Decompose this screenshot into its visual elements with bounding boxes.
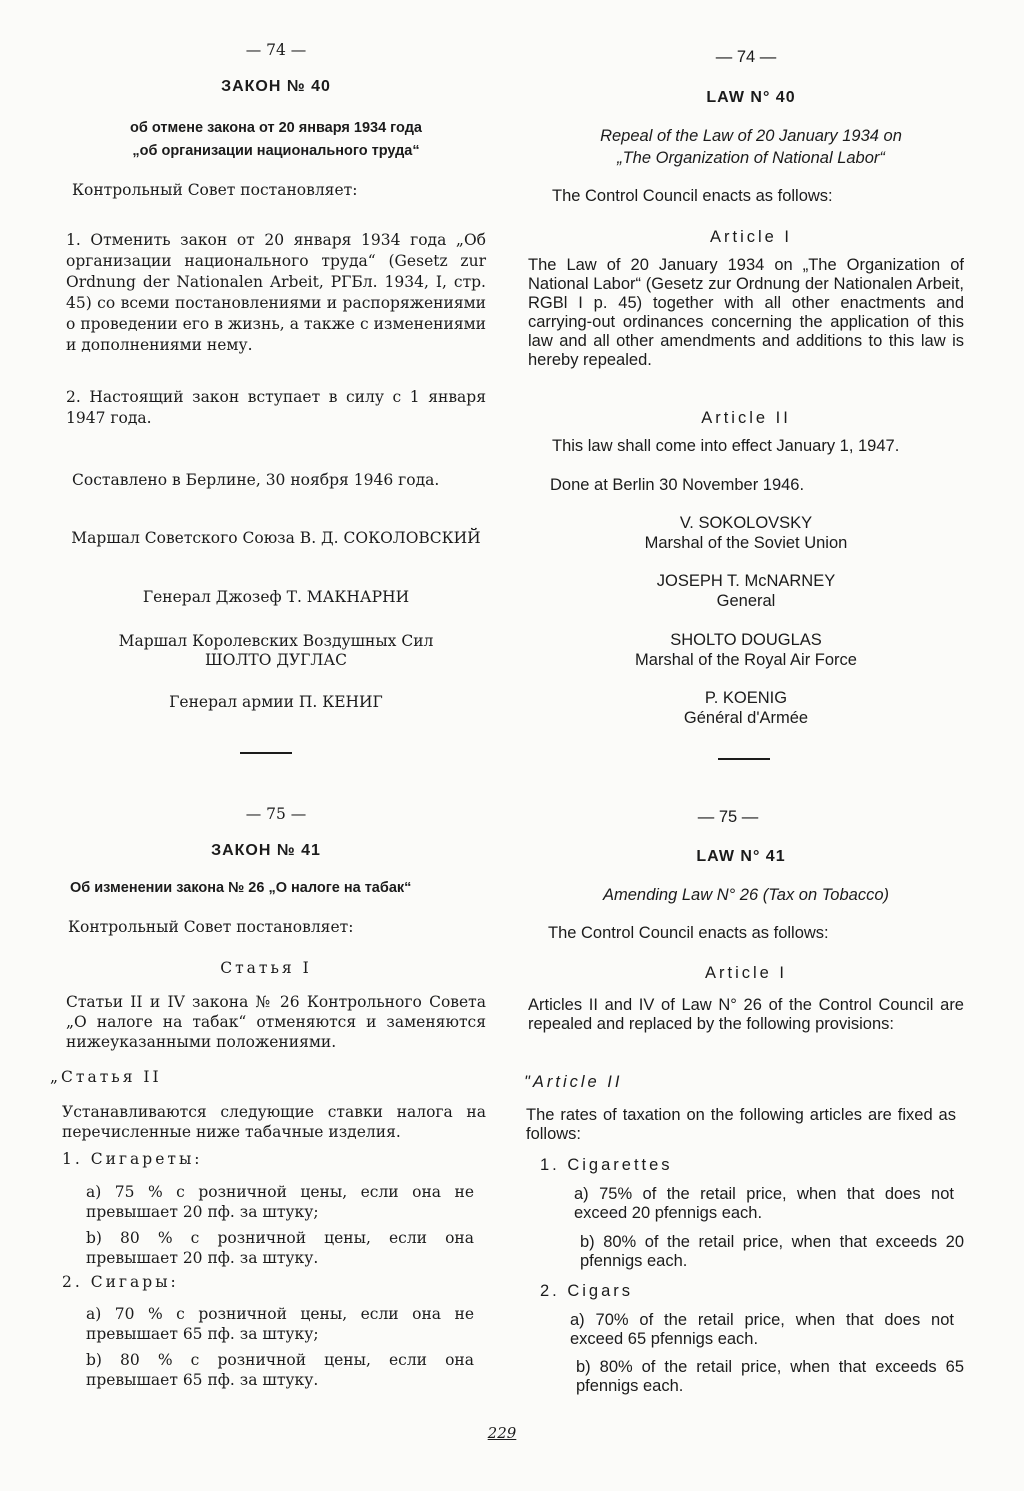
article-1-text-en: The Law of 20 January 1934 on „The Organization of National Labor“ (Gesetz zur Ordnung der Nationalen Arbeit, RGBl I p. 45) together with all other enactments and carrying-out ordinances concerning the application of this law and all other amendments and additions to this law is hereby repealed. — [528, 256, 964, 369]
page-number-75: — 75 — — [245, 805, 307, 823]
item-cigars-b-en: b) 80% of the retail price, when that exceeds 65 pfennigs each. — [576, 1358, 964, 1395]
page-number-74-en: — 74 — — [715, 48, 777, 66]
signature-mcnarney: Генерал Джозеф Т. МАКНАРНИ — [142, 588, 410, 606]
item-cigars-a-en: a) 70% of the retail price, when that does not exceed 65 pfennigs each. — [570, 1311, 954, 1348]
law-41-title-en: Amending Law N° 26 (Tax on Tobacco) — [602, 886, 890, 904]
signature-douglas-title-en: Marshal of the Royal Air Force — [635, 651, 857, 669]
signature-koenig: Генерал армии П. КЕНИГ — [169, 693, 383, 711]
law-40-title-line2-en: „The Organization of National Labor“ — [617, 149, 885, 167]
done-at-berlin-en: Done at Berlin 30 November 1946. — [550, 476, 805, 494]
law-41-article-2-heading-en: "Article II — [524, 1073, 623, 1091]
item-cigarettes-b: b) 80 % с розничной цены, если она превышает 20 пф. за штуку. — [86, 1229, 474, 1267]
law-40-paragraph-2: 2. Настоящий закон вступает в силу с 1 января 1947 года. — [66, 388, 486, 427]
law-41-enacts-en: The Control Council enacts as follows: — [548, 924, 829, 942]
signature-douglas-name-en: SHOLTO DOUGLAS — [670, 631, 822, 649]
law-40-enacts: Контрольный Совет постановляет: — [72, 181, 358, 199]
article-2-text-en: This law shall come into effect January 1, 1947. — [552, 437, 900, 455]
signature-koenig-title-en: Général d'Armée — [683, 709, 809, 727]
item-cigars-a: a) 70 % с розничной цены, если она не превышает 65 пф. за штуку; — [86, 1305, 474, 1343]
law-41-heading: ЗАКОН № 41 — [211, 842, 321, 859]
item-cigarettes-a: a) 75 % с розничной цены, если она не превышает 20 пф. за штуку; — [86, 1183, 474, 1221]
law-40-heading: ЗАКОН № 40 — [221, 78, 331, 95]
article-2-text: Устанавливаются следующие ставки налога на перечисленные ниже табачные изделия. — [62, 1103, 486, 1141]
law-41-heading-en: LAW N° 41 — [696, 848, 786, 865]
done-at-berlin: Составлено в Берлине, 30 ноября 1946 года. — [72, 471, 440, 489]
law-41-article-2-text-en: The rates of taxation on the following articles are fixed as follows: — [526, 1106, 956, 1143]
article-1-heading: Статья I — [220, 959, 312, 977]
page-number-74: — 74 — — [245, 41, 307, 59]
signature-sokolovsky-name-en: V. SOKOLOVSKY — [679, 514, 813, 532]
item-cigarettes: 1. Сигареты: — [62, 1150, 203, 1168]
law-41-article-1-heading-en: Article I — [704, 964, 787, 982]
section-divider-en — [718, 758, 770, 760]
footer-page-number: 229 — [487, 1424, 517, 1442]
law-41-title: Об изменении закона № 26 „О налоге на табак“ — [70, 880, 412, 896]
item-cigars-en: 2. Cigars — [540, 1282, 634, 1300]
law-40-title-line1-en: Repeal of the Law of 20 January 1934 on — [600, 127, 902, 145]
item-cigars-b: b) 80 % с розничной цены, если она превышает 65 пф. за штуку. — [86, 1351, 474, 1389]
section-divider — [240, 752, 292, 754]
item-cigarettes-b-en: b) 80% of the retail price, when that exceeds 20 pfennigs each. — [580, 1233, 964, 1270]
signature-sokolovsky-title-en: Marshal of the Soviet Union — [644, 534, 848, 552]
item-cigars: 2. Сигары: — [62, 1273, 179, 1291]
signature-sokolovsky: Маршал Советского Союза В. Д. СОКОЛОВСКИЙ — [71, 529, 481, 547]
signature-douglas-title: Маршал Королевских Воздушных Сил — [118, 632, 434, 650]
law-40-enacts-en: The Control Council enacts as follows: — [552, 187, 833, 205]
signature-koenig-name-en: P. KOENIG — [704, 689, 788, 707]
article-1-text: Статьи II и IV закона № 26 Контрольного Совета „О налоге на табак“ отменяются и заменяются нижеуказанными положениями. — [66, 993, 486, 1051]
law-41-enacts: Контрольный Совет постановляет: — [68, 918, 354, 936]
law-40-title-line1: об отмене закона от 20 января 1934 года — [130, 120, 422, 136]
item-cigarettes-en: 1. Cigarettes — [540, 1156, 673, 1174]
law-40-paragraph-1: 1. Отменить закон от 20 января 1934 года „Об организации национального труда“ (Gesetz zur Ordnung der Nationalen Arbeit, РГБл. 1934, I, стр. 45) со всеми постановлениями и распоряжениями о проведении его в жизнь, а также с изменениями и дополнениями нему. — [66, 231, 486, 354]
article-2-heading-en: Article II — [701, 409, 791, 427]
signature-mcnarney-title-en: General — [716, 592, 776, 610]
law-41-article-1-text-en: Articles II and IV of Law N° 26 of the Control Council are repealed and replaced by the following provisions: — [528, 996, 964, 1033]
signature-douglas-name: ШОЛТО ДУГЛАС — [205, 651, 347, 669]
item-cigarettes-a-en: a) 75% of the retail price, when that does not exceed 20 pfennigs each. — [574, 1185, 954, 1222]
article-1-heading-en: Article I — [709, 228, 792, 246]
signature-mcnarney-name-en: JOSEPH T. McNARNEY — [656, 572, 836, 590]
law-40-title-line2: „об организации национального труда“ — [132, 143, 420, 159]
law-40-heading-en: LAW N° 40 — [706, 89, 796, 106]
article-2-heading: „Статья II — [50, 1068, 162, 1086]
page-number-75-en: — 75 — — [697, 808, 759, 826]
